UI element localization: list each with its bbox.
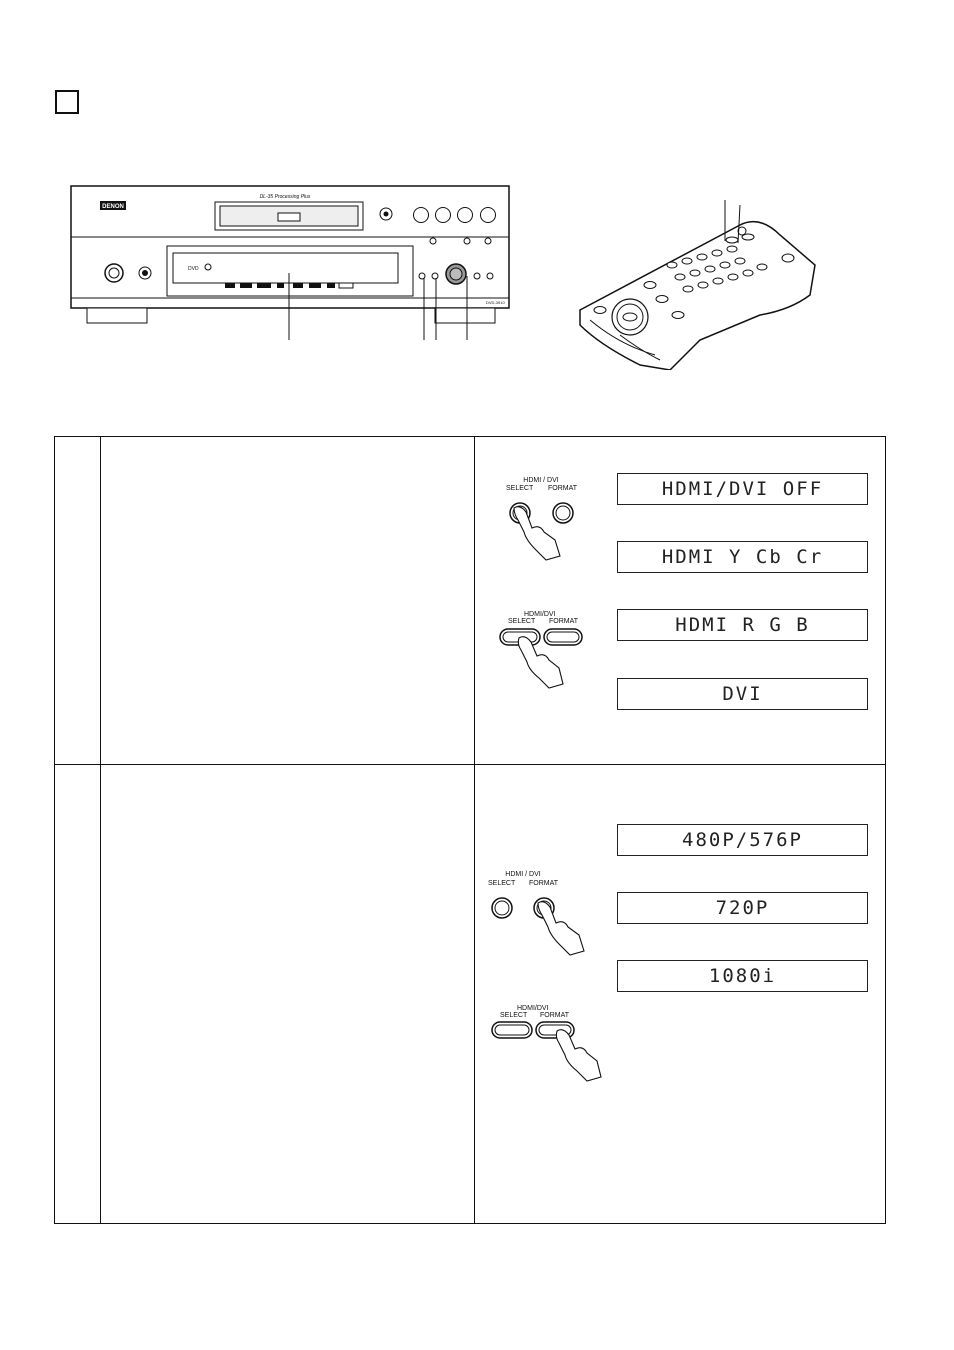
lcd-display: 720P [617,892,868,924]
row2-bottom-buttons [489,1019,609,1083]
row1-bottom-group-label: HDMI/DVI [524,611,556,618]
dvd-player-illustration [65,180,515,345]
device-subtitle: DL-35 Processing Plus [259,194,311,200]
row2-top-format-label: FORMAT [529,880,559,887]
lcd-display: HDMI Y Cb Cr [617,541,868,573]
brand-logo: DENON [102,204,124,210]
lcd-display: DVI [617,678,868,710]
lcd-display: HDMI/DVI OFF [617,473,868,505]
row2-bottom-format-label: FORMAT [540,1012,570,1019]
row2-bottom-group-label: HDMI/DVI [517,1005,549,1012]
pointing-hand-icon [538,902,584,955]
text-column-divider [474,436,475,1224]
row1-top-group-label: HDMI / DVI [523,477,559,484]
remote-illustration [560,195,820,370]
row2-top-group-label: HDMI / DVI [505,871,541,878]
row2-top-select-label: SELECT [488,880,516,887]
step-column-divider [100,436,101,1224]
row1-top-buttons [500,494,580,564]
lcd-display: 1080i [617,960,868,992]
svg-text:DVD: DVD [188,266,199,272]
row1-top-select-label: SELECT [506,485,534,492]
row1-bottom-buttons [497,626,587,690]
lcd-display: 480P/576P [617,824,868,856]
row1-bottom-select-label: SELECT [508,618,536,625]
lcd-display: HDMI R G B [617,609,868,641]
row2-top-buttons [482,889,602,959]
row1-top-format-label: FORMAT [548,485,578,492]
section-checkbox [55,90,79,114]
row2-bottom-select-label: SELECT [500,1012,528,1019]
row-divider [54,764,886,765]
pointing-hand-icon [556,1030,601,1081]
model-label: DVD-3910 [486,300,505,305]
row1-bottom-format-label: FORMAT [549,618,579,625]
